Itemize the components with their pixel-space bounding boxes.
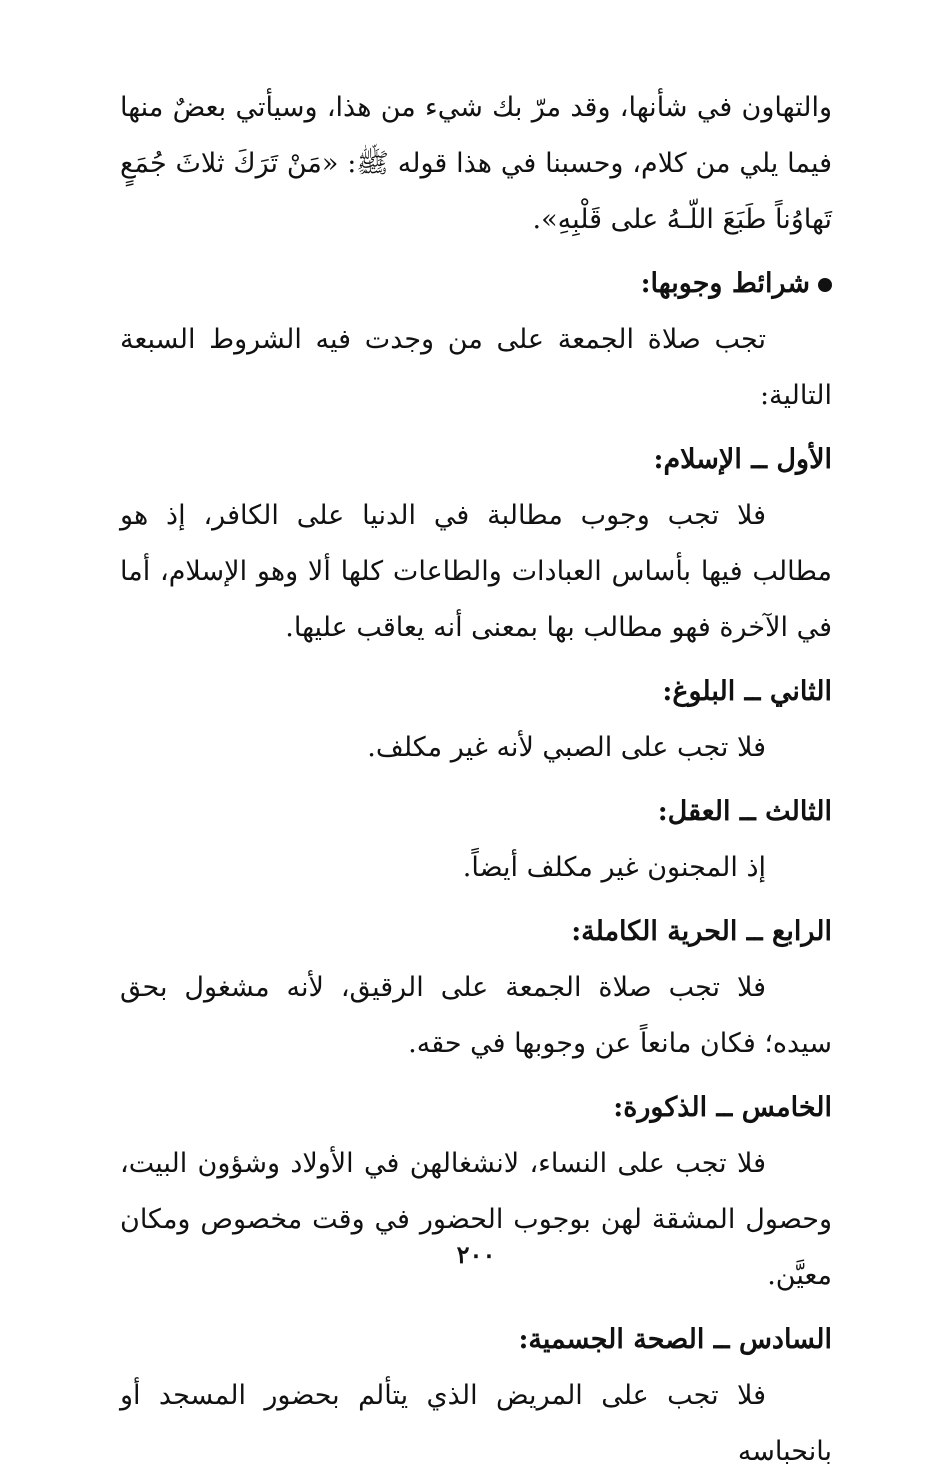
- condition-text-6: فلا تجب على المريض الذي يتألم بحضور المسجد أو بانحباسه: [120, 1380, 832, 1467]
- condition-heading-2: الثاني ــ البلوغ:: [662, 676, 832, 707]
- condition-heading-5: الخامس ــ الذكورة:: [613, 1092, 832, 1123]
- condition-text-1: فلا تجب وجوب مطالبة في الدنيا على الكافر، إذ هو مطالب فيها بأساس العبادات والطاعات كلها ألا وهو الإسلام، أما في الآخرة فهو مطالب بها بمعنى أنه يعاقب عليها.: [120, 500, 832, 643]
- condition-heading-4: الرابع ــ الحرية الكاملة:: [571, 916, 832, 947]
- section-heading: [120, 256, 832, 312]
- section-heading-text: شرائط وجوبها:: [640, 268, 810, 299]
- intro-paragraph: والتهاون في شأنها، وقد مرّ بك شيء من هذا، وسيأتي بعضٌ منها فيما يلي من كلام، وحسبنا في هذا قوله ﷺ: «مَنْ تَرَكَ ثلاثَ جُمَعٍ تَهاوُناً طَبَعَ اللّـهُ على قَلْبِهِ».: [120, 92, 832, 235]
- condition-text-5: فلا تجب على النساء، لانشغالهن في الأولاد وشؤون البيت، وحصول المشقة لهن بوجوب الحضور في وقت مخصوص ومكان معيَّن.: [120, 1148, 832, 1291]
- page-number: ٢٠٠: [456, 1240, 496, 1269]
- condition-heading-1: الأول ــ الإسلام:: [653, 444, 832, 475]
- section-intro: تجب صلاة الجمعة على من وجدت فيه الشروط السبعة التالية:: [120, 324, 832, 411]
- condition-text-4: فلا تجب صلاة الجمعة على الرقيق، لأنه مشغول بحق سيده؛ فكان مانعاً عن وجوبها في حقه.: [120, 972, 832, 1059]
- condition-text-2: فلا تجب على الصبي لأنه غير مكلف.: [367, 732, 766, 763]
- page-body: [120, 80, 832, 1480]
- condition-heading-3: الثالث ــ العقل:: [657, 796, 832, 827]
- condition-text-3: إذ المجنون غير مكلف أيضاً.: [462, 852, 766, 883]
- bullet-icon: [818, 278, 832, 292]
- condition-heading-6: السادس ــ الصحة الجسمية:: [518, 1324, 832, 1355]
